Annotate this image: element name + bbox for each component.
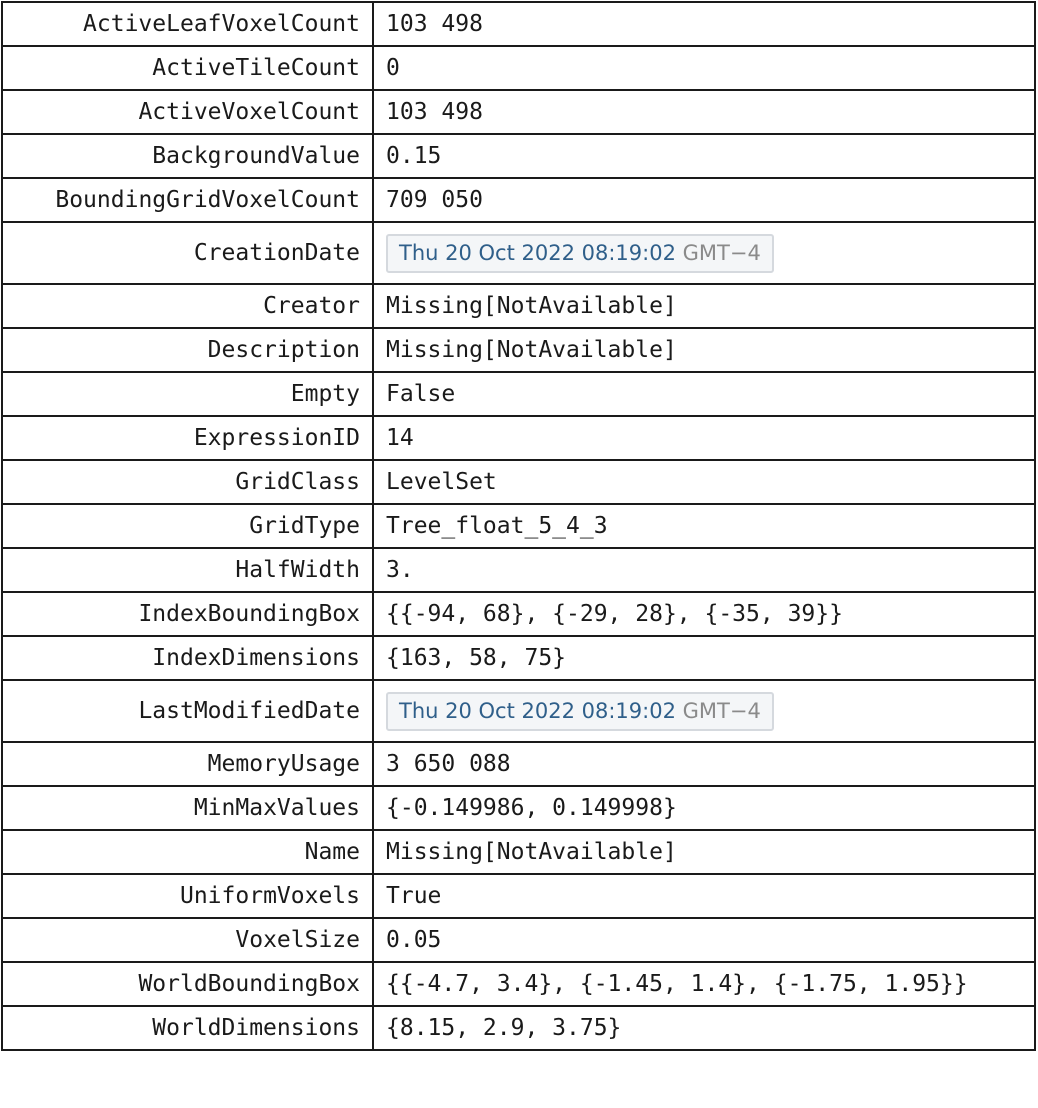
property-key: UniformVoxels [2, 874, 373, 918]
property-value: Missing[NotAvailable] [373, 328, 1035, 372]
property-key: WorldBoundingBox [2, 962, 373, 1006]
table-row [2, 90, 1035, 134]
property-value: 3 650 088 [373, 742, 1035, 786]
property-key: IndexBoundingBox [2, 592, 373, 636]
table-row [2, 46, 1035, 90]
table-row [2, 416, 1035, 460]
property-key: ActiveTileCount [2, 46, 373, 90]
property-value: 0.05 [373, 918, 1035, 962]
table-row [2, 328, 1035, 372]
property-value: {163, 58, 75} [373, 636, 1035, 680]
property-key: MemoryUsage [2, 742, 373, 786]
property-value: {8.15, 2.9, 3.75} [373, 1006, 1035, 1050]
table-row [2, 680, 1035, 742]
table-row [2, 134, 1035, 178]
property-value: True [373, 874, 1035, 918]
property-value: {{-94, 68}, {-29, 28}, {-35, 39}} [373, 592, 1035, 636]
table-row [2, 548, 1035, 592]
property-value [373, 680, 1035, 742]
property-key: HalfWidth [2, 548, 373, 592]
property-value: Missing[NotAvailable] [373, 284, 1035, 328]
property-value: 0.15 [373, 134, 1035, 178]
property-value: Tree_float_5_4_3 [373, 504, 1035, 548]
table-row [2, 786, 1035, 830]
table-row [2, 2, 1035, 46]
date-timezone: GMT−4 [682, 698, 761, 723]
property-value: Missing[NotAvailable] [373, 830, 1035, 874]
date-chip[interactable] [386, 234, 774, 273]
table-row [2, 372, 1035, 416]
property-key: ExpressionID [2, 416, 373, 460]
property-value: {-0.149986, 0.149998} [373, 786, 1035, 830]
date-text: Thu 20 Oct 2022 08:19:02 [399, 698, 676, 723]
table-row [2, 742, 1035, 786]
property-key: WorldDimensions [2, 1006, 373, 1050]
table-row [2, 222, 1035, 284]
property-value: 103 498 [373, 2, 1035, 46]
property-key: Description [2, 328, 373, 372]
property-key: IndexDimensions [2, 636, 373, 680]
property-key: CreationDate [2, 222, 373, 284]
table-row [2, 460, 1035, 504]
date-chip[interactable] [386, 692, 774, 731]
property-key: BackgroundValue [2, 134, 373, 178]
property-value: 0 [373, 46, 1035, 90]
table-row [2, 918, 1035, 962]
property-value: {{-4.7, 3.4}, {-1.45, 1.4}, {-1.75, 1.95}} [373, 962, 1035, 1006]
properties-table [1, 1, 1036, 1051]
table-row [2, 504, 1035, 548]
table-row [2, 592, 1035, 636]
table-row [2, 636, 1035, 680]
property-key: Creator [2, 284, 373, 328]
property-value: 3. [373, 548, 1035, 592]
date-timezone: GMT−4 [682, 240, 761, 265]
property-key: VoxelSize [2, 918, 373, 962]
property-key: GridType [2, 504, 373, 548]
table-row [2, 830, 1035, 874]
table-row [2, 874, 1035, 918]
table-row [2, 178, 1035, 222]
property-key: MinMaxValues [2, 786, 373, 830]
date-text: Thu 20 Oct 2022 08:19:02 [399, 240, 676, 265]
property-key: BoundingGridVoxelCount [2, 178, 373, 222]
table-row [2, 284, 1035, 328]
property-value: False [373, 372, 1035, 416]
property-value [373, 222, 1035, 284]
property-key: GridClass [2, 460, 373, 504]
property-key: LastModifiedDate [2, 680, 373, 742]
property-value: 14 [373, 416, 1035, 460]
table-row [2, 1006, 1035, 1050]
property-key: ActiveVoxelCount [2, 90, 373, 134]
property-key: Name [2, 830, 373, 874]
property-value: 103 498 [373, 90, 1035, 134]
property-value: 709 050 [373, 178, 1035, 222]
property-key: ActiveLeafVoxelCount [2, 2, 373, 46]
property-value: LevelSet [373, 460, 1035, 504]
property-key: Empty [2, 372, 373, 416]
table-row [2, 962, 1035, 1006]
